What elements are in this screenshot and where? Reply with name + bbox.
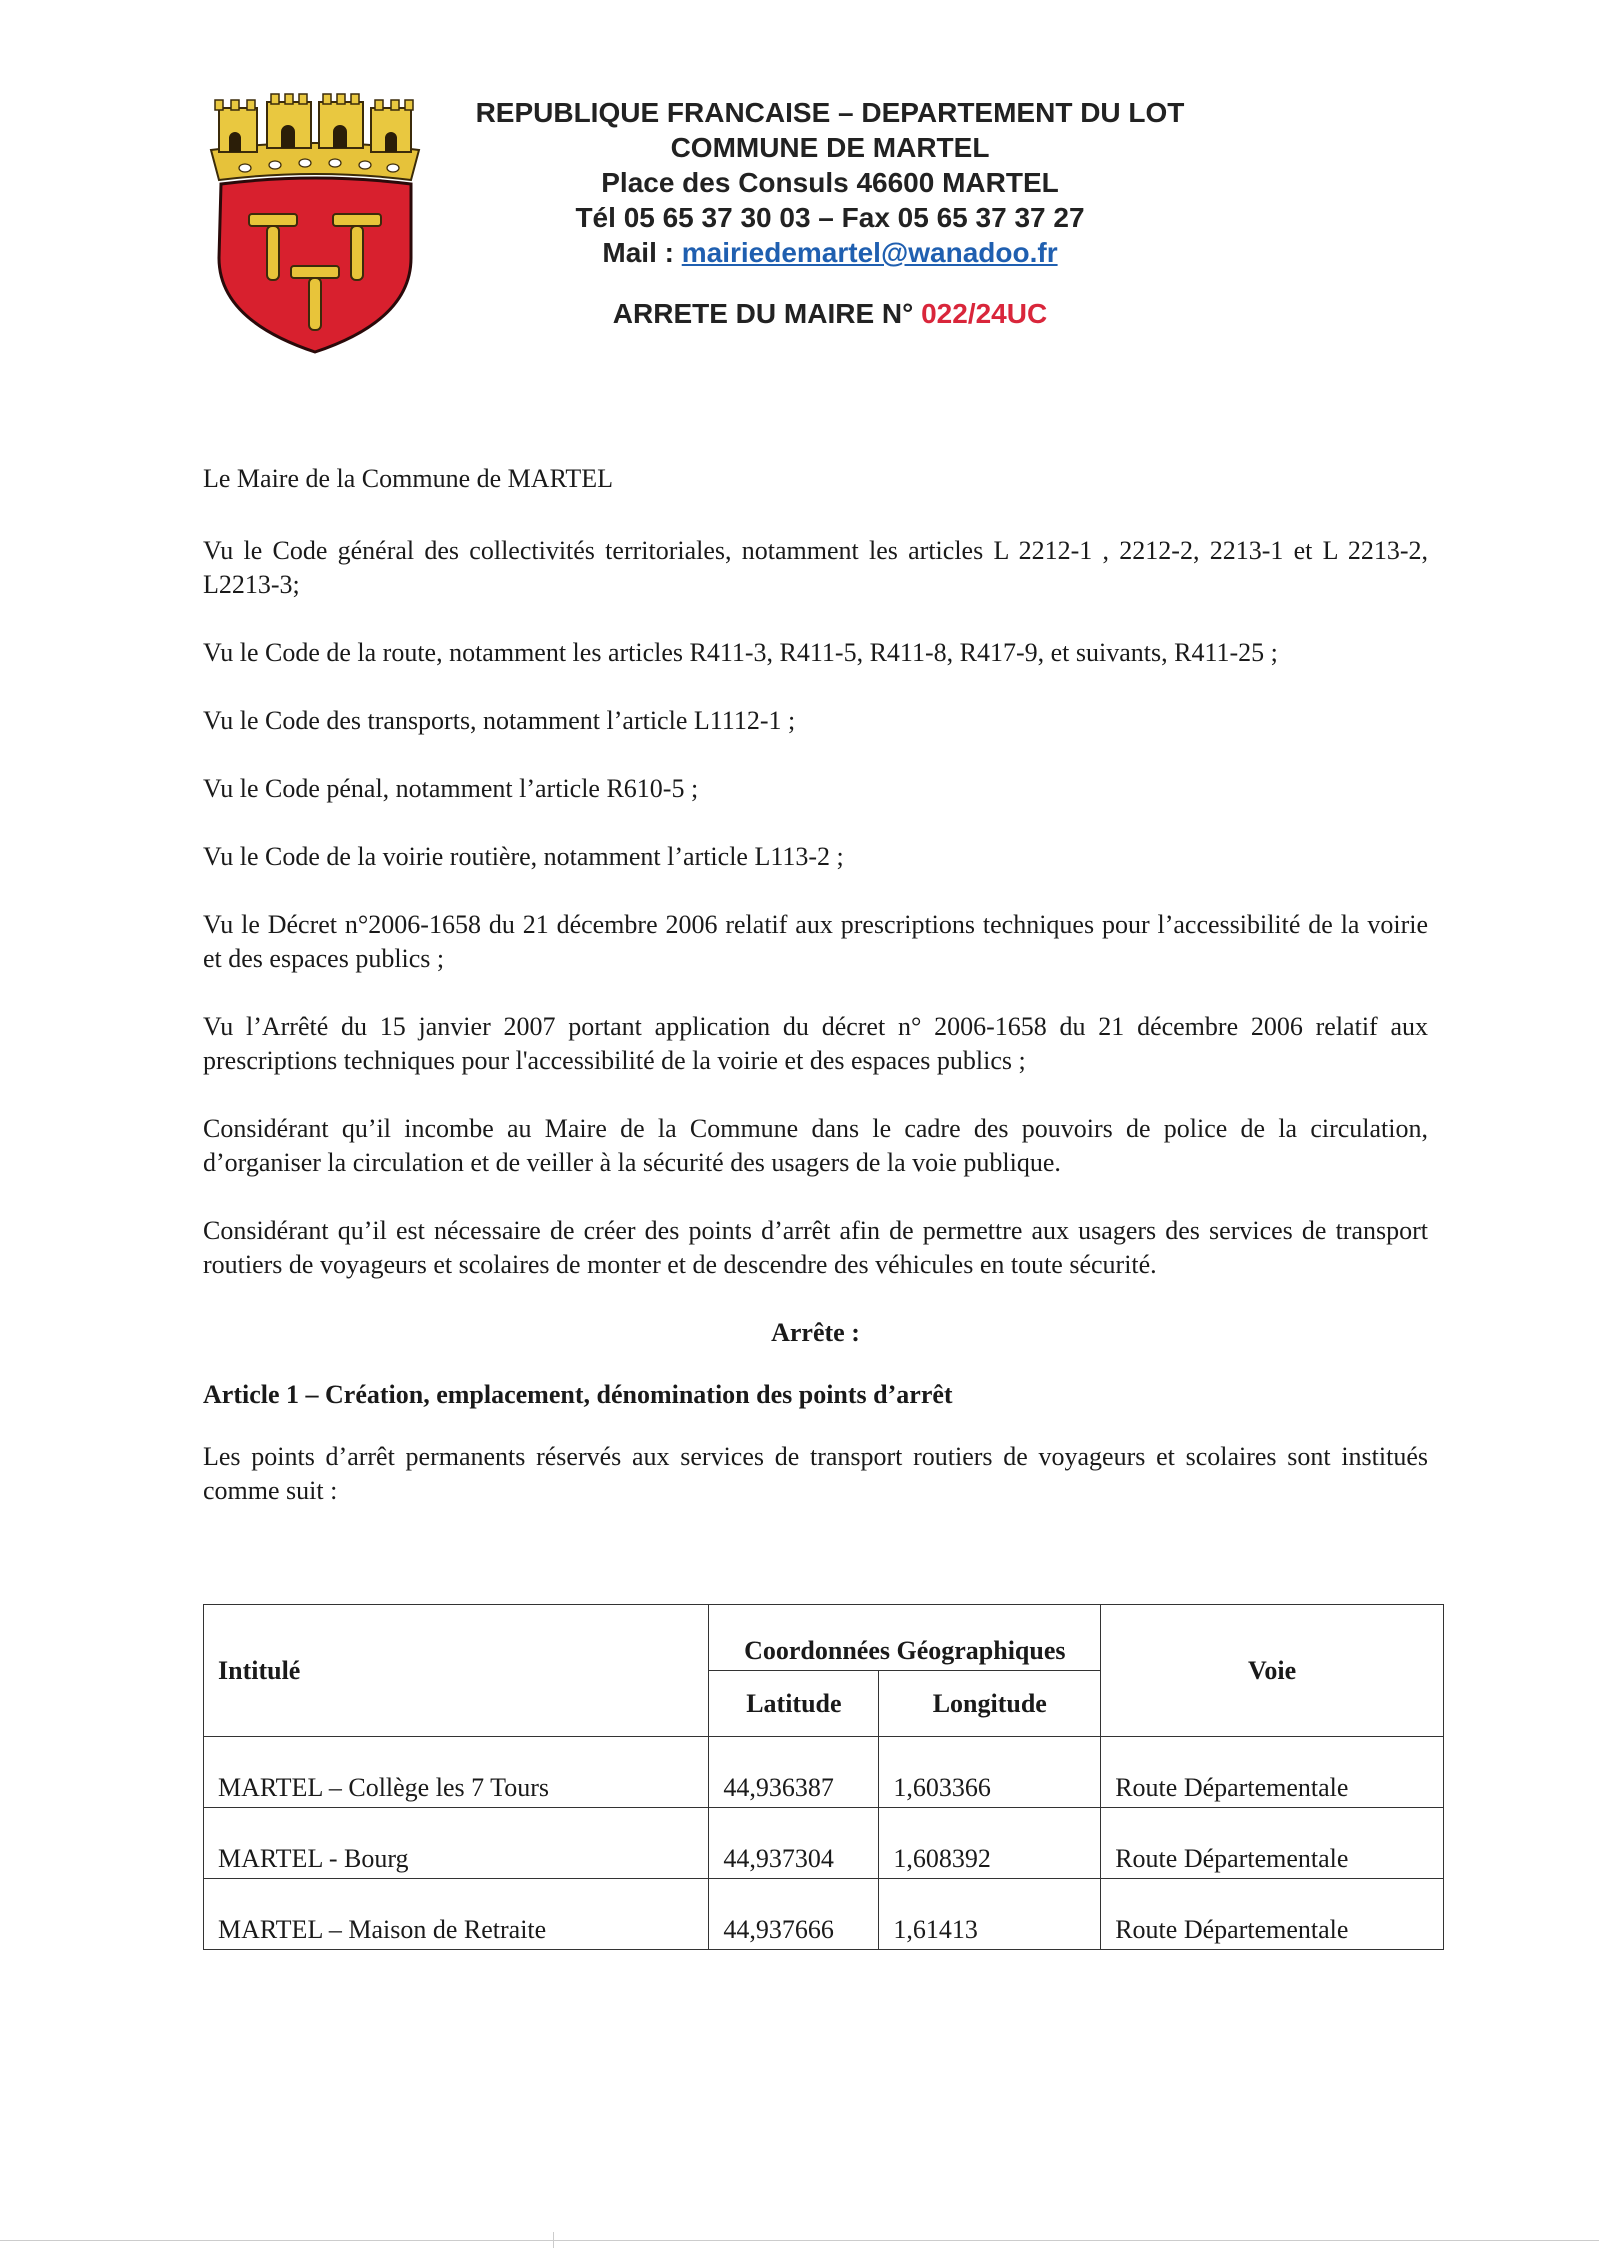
- visa-paragraph: Vu le Code pénal, notamment l’article R610-5 ;: [203, 774, 699, 803]
- header-latitude: Latitude: [709, 1671, 879, 1737]
- cell-voie: Route Départementale: [1101, 1879, 1444, 1950]
- table-row: [204, 1879, 1444, 1950]
- considerant-paragraph: Considérant qu’il est nécessaire de créer des points d’arrêt afin de permettre aux usagers des services de transport routiers de voyageurs et scolaires de monter et de descendre des véhicules en toute sécurité.: [203, 1216, 1428, 1279]
- scan-tick: [553, 2232, 554, 2248]
- visa-paragraph: Vu le Décret n°2006-1658 du 21 décembre 2006 relatif aux prescriptions techniques pour l’accessibilité de la voirie et des espaces publics ;: [203, 910, 1428, 973]
- letterhead-mail: [420, 235, 1240, 270]
- arrete-heading: Arrête :: [771, 1318, 860, 1347]
- document-body: [203, 462, 1428, 1542]
- arrete-number: 022/24UC: [921, 298, 1048, 329]
- header-longitude: Longitude: [879, 1671, 1101, 1737]
- mural-crown-icon: [211, 94, 419, 180]
- cell-longitude: 1,603366: [879, 1737, 1101, 1808]
- letterhead-commune: COMMUNE DE MARTEL: [670, 132, 990, 163]
- cell-latitude: 44,937666: [709, 1879, 879, 1950]
- table-header-row: [204, 1605, 1444, 1671]
- header-coordonnees: Coordonnées Géographiques: [709, 1605, 1101, 1671]
- header-voie: Voie: [1101, 1605, 1444, 1737]
- arrete-title: [420, 298, 1240, 330]
- cell-latitude: 44,936387: [709, 1737, 879, 1808]
- cell-intitule: MARTEL – Maison de Retraite: [204, 1879, 709, 1950]
- cell-intitule: MARTEL - Bourg: [204, 1808, 709, 1879]
- cell-longitude: 1,61413: [879, 1879, 1101, 1950]
- cell-latitude: 44,937304: [709, 1808, 879, 1879]
- cell-longitude: 1,608392: [879, 1808, 1101, 1879]
- table-row: [204, 1737, 1444, 1808]
- visa-paragraph: Vu le Code général des collectivités territoriales, notamment les articles L 2212-1 , 2212-2, 2213-1 et L 2213-2, L2213-3;: [203, 536, 1428, 599]
- header-intitule: Intitulé: [204, 1605, 709, 1737]
- cell-intitule: MARTEL – Collège les 7 Tours: [204, 1737, 709, 1808]
- mail-label: Mail :: [602, 237, 682, 268]
- article-1-heading: Article 1 – Création, emplacement, dénomination des points d’arrêt: [203, 1380, 953, 1409]
- letterhead-address: Place des Consuls 46600 MARTEL: [601, 167, 1059, 198]
- article-1-text: Les points d’arrêt permanents réservés aux services de transport routiers de voyageurs et scolaires sont institués comme suit :: [203, 1442, 1428, 1505]
- visa-paragraph: Vu le Code des transports, notamment l’article L1112-1 ;: [203, 706, 796, 735]
- letterhead: [420, 95, 1240, 270]
- mail-link[interactable]: mairiedemartel@wanadoo.fr: [681, 237, 1058, 268]
- cell-voie: Route Départementale: [1101, 1737, 1444, 1808]
- visa-paragraph: Vu l’Arrêté du 15 janvier 2007 portant application du décret n° 2006-1658 du 21 décembre 2006 relatif aux prescriptions techniques pour l'accessibilité de la voirie et des espaces publics ;: [203, 1012, 1428, 1075]
- table-row: [204, 1808, 1444, 1879]
- letterhead-republic: REPUBLIQUE FRANCAISE – DEPARTEMENT DU LOT: [475, 97, 1185, 128]
- scan-divider: [0, 2240, 1599, 2241]
- intro-line: Le Maire de la Commune de MARTEL: [203, 464, 613, 493]
- letterhead-phone-fax: Tél 05 65 37 30 03 – Fax 05 65 37 37 27: [575, 202, 1085, 233]
- visa-paragraph: Vu le Code de la voirie routière, notamment l’article L113-2 ;: [203, 842, 844, 871]
- coat-of-arms-icon: [205, 88, 425, 358]
- bus-stops-table: [203, 1604, 1444, 1950]
- cell-voie: Route Départementale: [1101, 1808, 1444, 1879]
- considerant-paragraph: Considérant qu’il incombe au Maire de la Commune dans le cadre des pouvoirs de police de la circulation, d’organiser la circulation et de veiller à la sécurité des usagers de la voie publique.: [203, 1114, 1428, 1177]
- arrete-prefix: ARRETE DU MAIRE N°: [612, 298, 922, 329]
- visa-paragraph: Vu le Code de la route, notamment les articles R411-3, R411-5, R411-8, R417-9, et suivants, R411-25 ;: [203, 638, 1278, 667]
